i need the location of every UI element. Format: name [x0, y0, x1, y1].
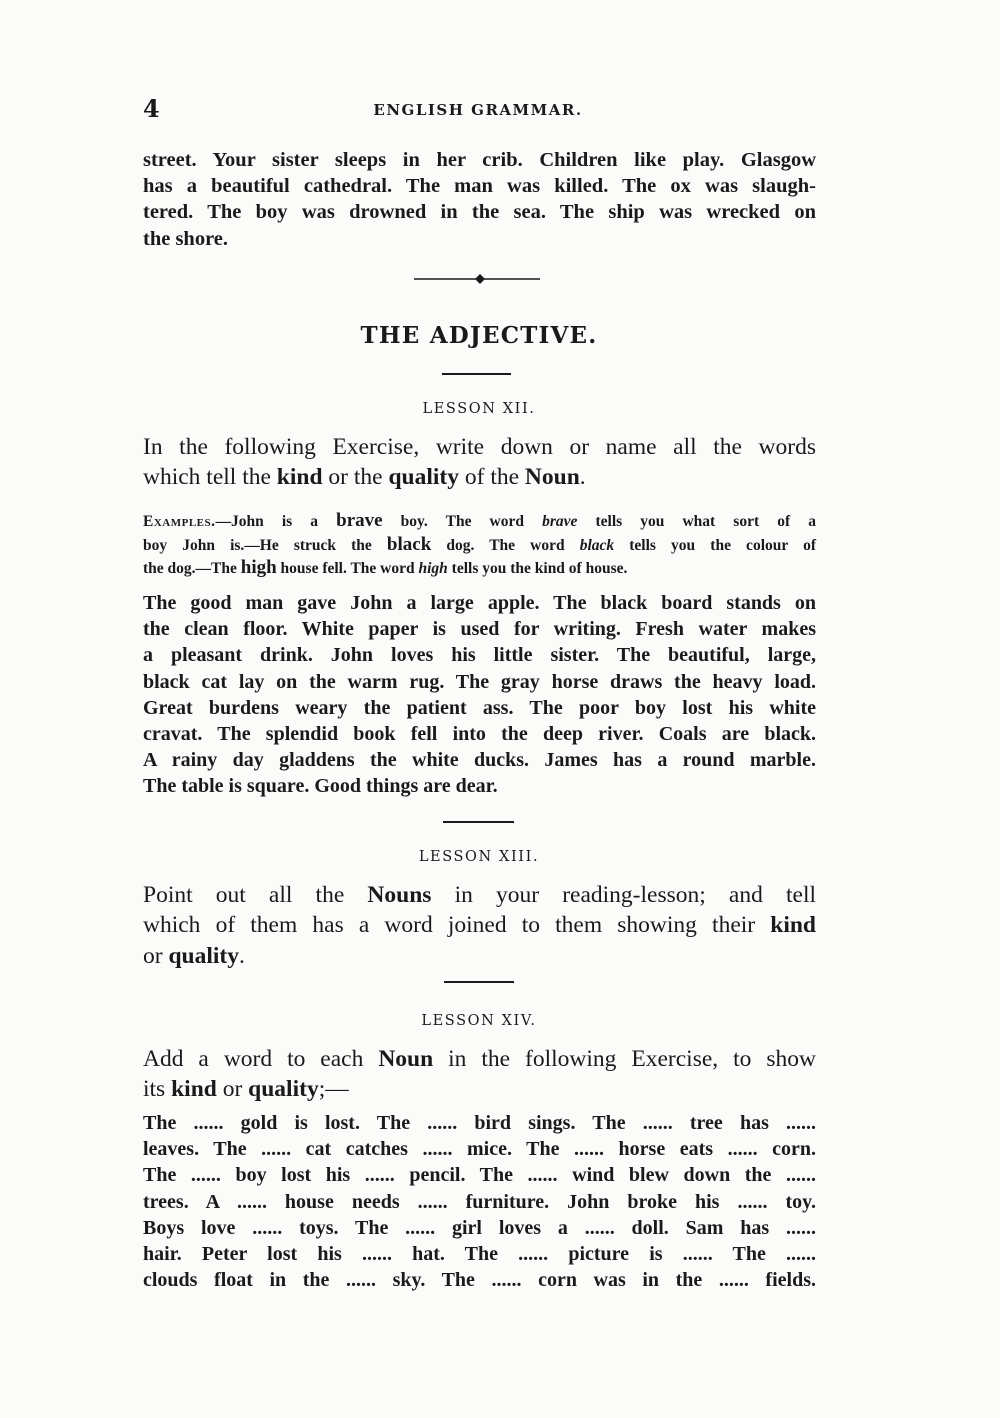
text-line: which of them has a word joined to them showing their kind	[143, 912, 816, 939]
text-line: The ...... boy lost his ...... pencil. The ...... wind blew down the ......	[143, 1164, 816, 1187]
lesson-instruction	[143, 1044, 816, 1105]
lesson-title: LESSON XIII.	[418, 849, 540, 865]
exercise-text	[143, 1110, 816, 1293]
emphasis-word: kind	[171, 1076, 217, 1103]
text-line: cravat. The splendid book fell into the deep river. Coals are black.	[143, 722, 816, 745]
text-line: street. Your sister sleeps in her crib. Children like play. Glasgow	[143, 149, 816, 171]
text-line: Point out all the Nouns in your reading-lesson; and tell	[143, 882, 817, 908]
text-line: hair. Peter lost his ...... hat. The ...... picture is ...... The ......	[143, 1242, 816, 1265]
text-line: boy John is.—He struck the black dog. The word black tells you the colour of	[143, 533, 816, 555]
text-line: the dog.—The high house fell. The word high tells you the kind of house.	[143, 557, 628, 578]
text-line: The good man gave John a large apple. The black board stands on	[143, 592, 816, 614]
text-line: black cat lay on the warm rug. The gray horse draws the heavy load.	[143, 670, 816, 693]
emphasis-word: kind	[770, 912, 816, 939]
text-line: Great burdens weary the patient ass. The poor boy lost his white	[143, 696, 816, 719]
text-line: trees. A ...... house needs ...... furniture. John broke his ...... toy.	[143, 1190, 816, 1213]
text-line: A rainy day gladdens the white ducks. James has a round marble.	[143, 749, 816, 772]
ornament-divider	[414, 270, 540, 288]
text-line: the clean floor. White paper is used for writing. Fresh water makes	[143, 618, 816, 641]
examples-block	[143, 509, 816, 580]
text-line: the shore.	[143, 227, 229, 250]
emphasis-word: kind	[276, 464, 323, 491]
text-line: which tell the kind or the quality of the Noun.	[143, 464, 586, 491]
text-line: its kind or quality;—	[143, 1076, 349, 1103]
text-line: clouds float in the ...... sky. The ...... corn was in the ...... fields.	[143, 1269, 816, 1292]
lesson-title: LESSON XIV.	[421, 1013, 537, 1029]
text-line: has a beautiful cathedral. The man was killed. The ox was slaugh-	[143, 175, 816, 198]
emphasis-word: Noun	[524, 464, 580, 491]
emphasis-word: Nouns	[367, 882, 432, 908]
text-line: Examples.—John is a brave boy. The word brave tells you what sort of a	[143, 510, 816, 531]
examples-label: Examples.	[143, 513, 216, 530]
lesson-instruction	[143, 880, 816, 971]
divider-rule	[442, 373, 511, 375]
emphasis-word: quality	[388, 464, 459, 491]
text-line: a pleasant drink. John loves his little sister. The beautiful, large,	[143, 644, 816, 667]
page-number: 4	[143, 94, 160, 123]
divider-rule	[443, 821, 514, 823]
text-line: The table is square. Good things are dear.	[143, 775, 498, 798]
emphasis-word: quality	[248, 1076, 319, 1103]
text-line: or quality.	[143, 942, 245, 969]
text-line: The ...... gold is lost. The ...... bird sings. The ...... tree has ......	[143, 1112, 816, 1134]
divider-rule	[444, 981, 514, 983]
running-title: ENGLISH GRAMMAR.	[373, 101, 583, 119]
continued-exercise	[143, 147, 816, 252]
lesson-title: LESSON XII.	[422, 401, 536, 417]
text-line: leaves. The ...... cat catches ...... mice. The ...... horse eats ...... corn.	[143, 1138, 816, 1161]
lesson-instruction	[143, 432, 816, 493]
emphasis-word: quality	[168, 942, 239, 969]
text-line: tered. The boy was drowned in the sea. The ship was wrecked on	[143, 201, 816, 224]
text-line: Boys love ...... toys. The ...... girl loves a ...... doll. Sam has ......	[143, 1216, 816, 1239]
text-line: Add a word to each Noun in the following Exercise, to show	[143, 1046, 816, 1072]
text-line: In the following Exercise, write down or name all the words	[143, 434, 816, 460]
section-title: THE ADJECTIVE.	[360, 322, 598, 349]
exercise-text	[143, 590, 816, 800]
emphasis-word: Noun	[378, 1046, 434, 1072]
